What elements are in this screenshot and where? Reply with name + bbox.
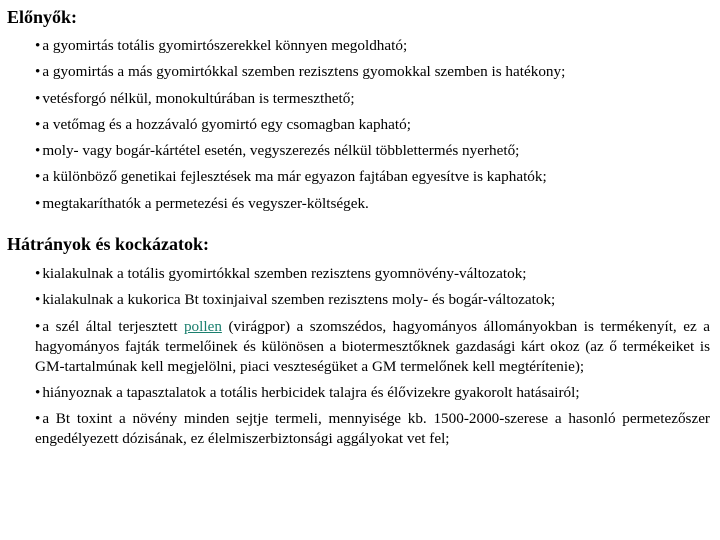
pollen-link[interactable]: pollen bbox=[183, 317, 222, 335]
bullet: • bbox=[35, 37, 41, 54]
list-item bbox=[35, 141, 710, 161]
list-item bbox=[35, 290, 710, 310]
bullet: • bbox=[35, 194, 41, 212]
bullet: • bbox=[35, 168, 41, 186]
disadvantages-list bbox=[35, 264, 710, 455]
bullet: • bbox=[35, 410, 41, 428]
list-item bbox=[35, 194, 710, 214]
bullet: • bbox=[35, 317, 41, 335]
list-item bbox=[35, 115, 710, 135]
item-text: kialakulnak a kukorica Bt toxinjaival szemben rezisztens moly- és bogár-változatok; bbox=[42, 291, 556, 309]
item-text: a különböző genetikai fejlesztések ma már egyazon fajtában egyesítve is kaphatók; bbox=[42, 168, 547, 186]
list-item bbox=[35, 36, 710, 56]
item-text: (virágpor) a szomszédos, hagyományos állományokban is termékenyít, ez a hagyományos fajták termelőinek és különösen a biotermesztőknek gazdasági kárt okoz (az ő termékeiket is GM-tartalmúnak kell megjelölni, piaci veszteségüket a GM termelőnek kell megtérítenie); bbox=[35, 317, 710, 375]
bullet: • bbox=[35, 63, 41, 81]
bullet: • bbox=[35, 291, 41, 309]
list-item bbox=[35, 89, 710, 109]
list-item bbox=[35, 264, 710, 284]
advantages-list bbox=[35, 36, 710, 220]
bullet: • bbox=[35, 142, 41, 160]
advantages-heading: Előnyők: bbox=[7, 7, 78, 27]
item-text: a szél által terjesztett bbox=[42, 317, 184, 335]
bullet: • bbox=[35, 265, 41, 282]
item-text: kialakulnak a totális gyomirtókkal szemben rezisztens gyomnövény-változatok; bbox=[42, 265, 527, 282]
item-text: a gyomirtás a más gyomirtókkal szemben rezisztens gyomokkal szemben is hatékony; bbox=[42, 63, 566, 81]
list-item bbox=[35, 62, 710, 82]
list-item bbox=[35, 383, 710, 403]
bullet: • bbox=[35, 383, 41, 401]
disadvantages-heading: Hátrányok és kockázatok: bbox=[7, 234, 209, 254]
item-text: hiányoznak a tapasztalatok a totális herbicidek talajra és élővizekre gyakorolt hatásairól; bbox=[42, 383, 580, 401]
item-text: vetésforgó nélkül, monokultúrában is termeszthető; bbox=[42, 89, 355, 107]
item-text: megtakaríthatók a permetezési és vegyszer-költségek. bbox=[42, 194, 369, 212]
list-item bbox=[35, 317, 710, 377]
bullet: • bbox=[35, 115, 41, 133]
bullet: • bbox=[35, 89, 41, 107]
item-text: moly- vagy bogár-kártétel esetén, vegyszerezés nélkül többlettermés nyerhető; bbox=[42, 142, 520, 160]
list-item bbox=[35, 409, 710, 449]
item-text: a vetőmag és a hozzávaló gyomirtó egy csomagban kapható; bbox=[42, 115, 411, 133]
item-text: a gyomirtás totális gyomirtószerekkel könnyen megoldható; bbox=[42, 37, 408, 54]
item-text: a Bt toxint a növény minden sejtje termeli, mennyisége kb. 1500-2000-szerese a hasonló permetezőszer engedélyezett dózisának, ez élelmiszerbiztonsági aggályokat vet fel; bbox=[35, 410, 710, 448]
list-item bbox=[35, 167, 710, 187]
